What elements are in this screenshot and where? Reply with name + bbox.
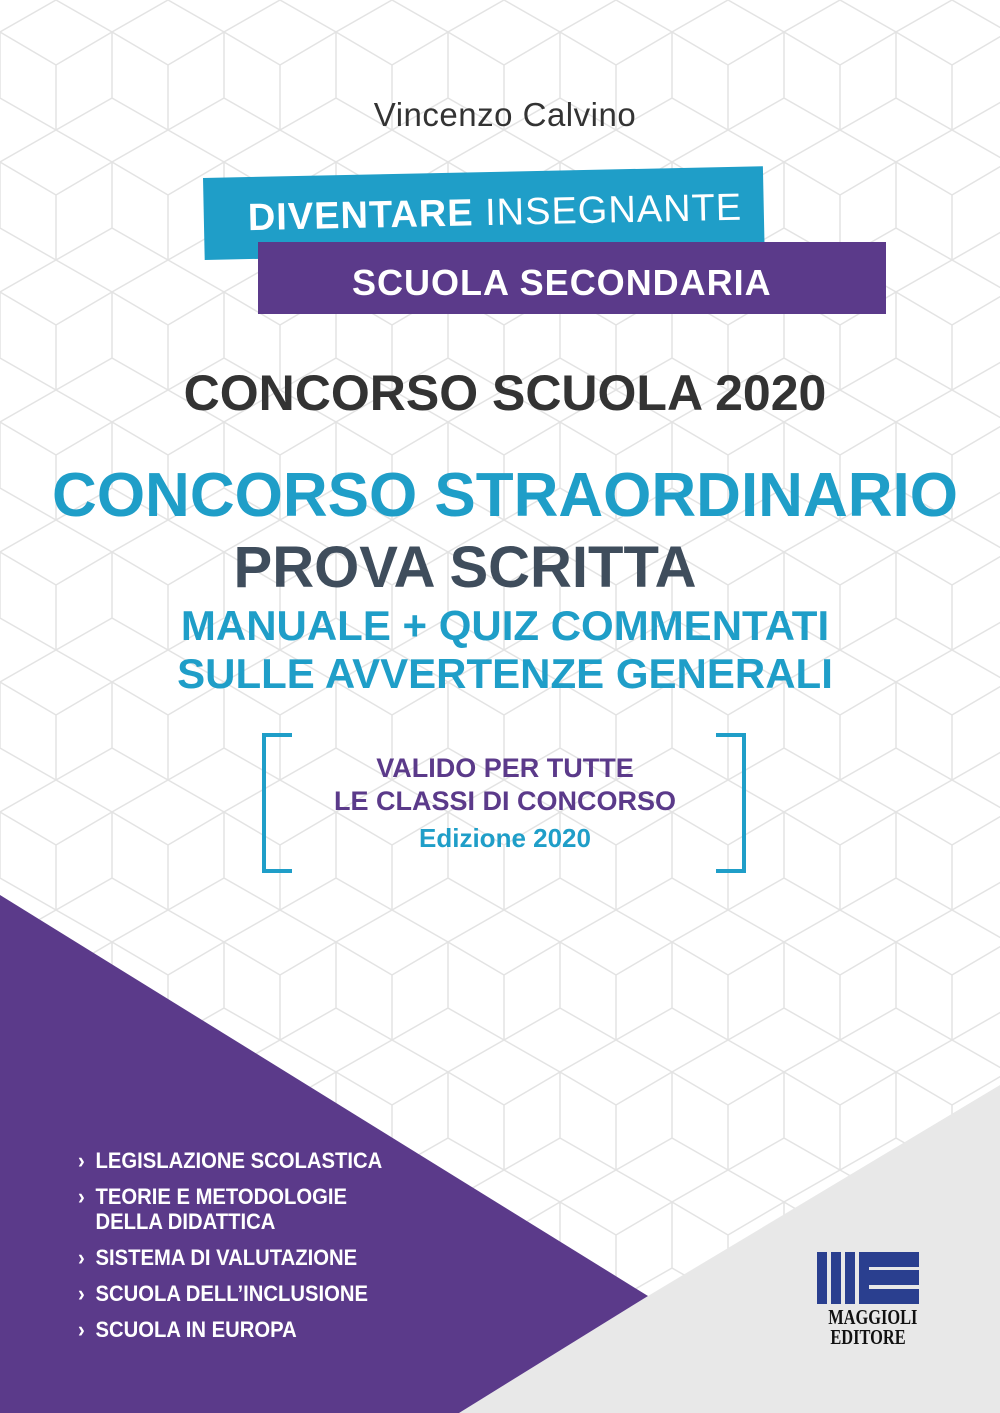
list-item bbox=[78, 1317, 382, 1342]
topic-text: LEGISLAZIONE SCOLASTICA bbox=[95, 1148, 383, 1173]
topics-list bbox=[78, 1148, 409, 1353]
validity-note bbox=[262, 752, 748, 818]
chevron-right-icon: › bbox=[78, 1245, 85, 1270]
publisher-name: MAGGIOLI bbox=[828, 1305, 918, 1329]
author-name: Vincenzo Calvino bbox=[373, 96, 637, 133]
publisher-logo bbox=[817, 1252, 919, 1347]
chevron-right-icon: › bbox=[78, 1184, 85, 1209]
maggioli-logo-icon bbox=[817, 1252, 919, 1304]
edition-label: Edizione 2020 bbox=[419, 823, 591, 853]
heading: CONCORSO SCUOLA 2020 bbox=[183, 365, 827, 421]
publisher-name: EDITORE bbox=[830, 1325, 906, 1349]
topic-text: DELLA DIDATTICA bbox=[95, 1209, 276, 1234]
chevron-right-icon: › bbox=[78, 1281, 85, 1306]
book-title: CONCORSO STRAORDINARIO bbox=[52, 461, 958, 530]
topic-text: SCUOLA DELL’INCLUSIONE bbox=[95, 1281, 368, 1306]
topic-text: SISTEMA DI VALUTAZIONE bbox=[95, 1245, 358, 1270]
list-item bbox=[78, 1184, 382, 1234]
description-line: SULLE AVVERTENZE GENERALI bbox=[177, 650, 833, 697]
description-line: MANUALE + QUIZ COMMENTATI bbox=[180, 602, 830, 649]
series-light: INSEGNANTE bbox=[484, 186, 743, 235]
validity-line: LE CLASSI DI CONCORSO bbox=[333, 786, 677, 816]
description bbox=[0, 602, 1000, 698]
series-subtitle-banner bbox=[258, 242, 886, 314]
chevron-right-icon: › bbox=[78, 1317, 85, 1342]
list-item bbox=[78, 1148, 382, 1173]
list-item bbox=[78, 1245, 382, 1270]
list-item bbox=[78, 1281, 382, 1306]
topic-text: SCUOLA IN EUROPA bbox=[95, 1317, 297, 1342]
series-subtitle: SCUOLA SECONDARIA bbox=[352, 262, 772, 303]
topic-text: TEORIE E METODOLOGIE bbox=[95, 1184, 348, 1209]
series-bold: DIVENTARE bbox=[247, 192, 475, 240]
book-subtitle: PROVA SCRITTA bbox=[233, 535, 697, 600]
chevron-right-icon: › bbox=[78, 1148, 85, 1173]
validity-line: VALIDO PER TUTTE bbox=[376, 753, 634, 783]
